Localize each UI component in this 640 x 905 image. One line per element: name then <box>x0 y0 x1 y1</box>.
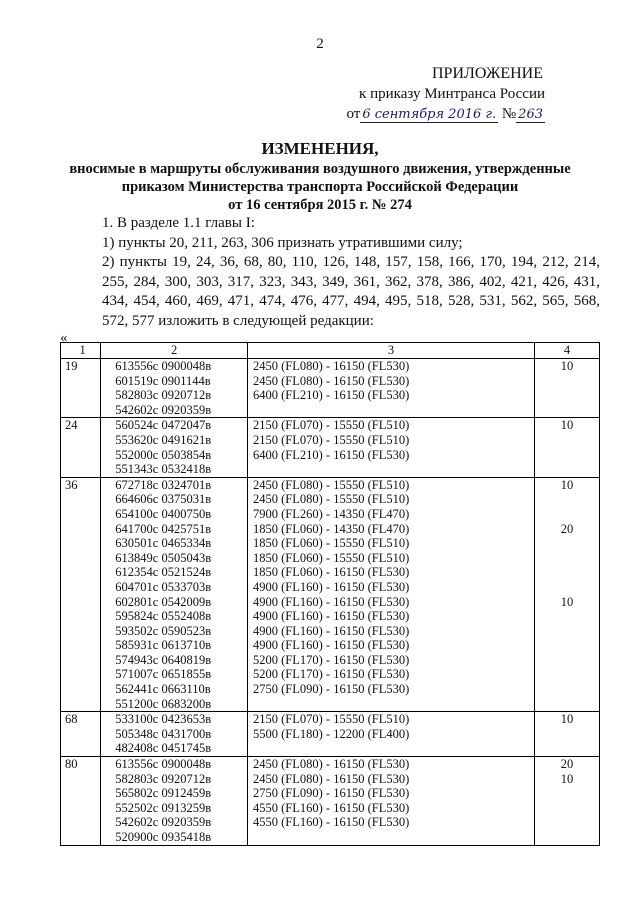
route-number-cell: 80 <box>61 757 101 846</box>
route-point-line: 571007с 0651855в <box>115 667 212 682</box>
flight-level-line: 1850 (FL060) - 14350 (FL470) <box>253 521 410 536</box>
width-value-cell <box>535 359 600 418</box>
route-number-cell: 68 <box>61 712 101 757</box>
clause-1: 1) пункты 20, 211, 263, 306 признать утратившими силу; <box>102 234 463 251</box>
width-value-line <box>535 374 599 389</box>
width-value-line <box>535 815 599 830</box>
width-value-line: 10 <box>560 594 574 609</box>
table-row <box>61 477 600 712</box>
table-body <box>61 359 600 846</box>
width-value-line <box>535 830 599 845</box>
table-row <box>61 418 600 477</box>
flight-level-line: 1850 (FL060) - 16150 (FL530) <box>253 565 410 580</box>
flight-level-line <box>253 830 534 845</box>
flight-level-line <box>253 741 534 756</box>
order-number-prefix: № <box>501 106 517 122</box>
route-point-line: 593502с 0590523в <box>115 623 212 638</box>
width-value-line <box>535 433 599 448</box>
route-point-line: 595824с 0552408в <box>115 609 212 624</box>
width-value-line <box>535 448 599 463</box>
route-point-line: 574943с 0640819в <box>115 652 212 667</box>
flight-level-line <box>253 403 534 418</box>
width-value-line <box>535 624 599 639</box>
table-row <box>61 757 600 846</box>
route-point-line: 664606с 0375031в <box>115 492 212 507</box>
route-point-cell <box>101 359 248 418</box>
appendix-subtitle: к приказу Минтранса России <box>359 86 545 102</box>
route-point-cell <box>101 757 248 846</box>
route-point-line: 565802с 0912459в <box>115 786 212 801</box>
table-row <box>61 712 600 757</box>
flight-level-line: 4900 (FL160) - 16150 (FL530) <box>253 594 410 609</box>
width-value-cell <box>535 757 600 846</box>
width-value-line <box>535 697 599 712</box>
flight-level-line: 2750 (FL090) - 16150 (FL530) <box>253 682 410 697</box>
width-value-line <box>535 653 599 668</box>
width-value-line <box>535 565 599 580</box>
routes-table <box>60 342 600 846</box>
column-header-4: 4 <box>535 343 600 359</box>
flight-level-line: 2150 (FL070) - 15550 (FL510) <box>253 432 410 447</box>
width-value-line <box>535 786 599 801</box>
heading-line-3: от 16 сентября 2015 г. № 274 <box>228 197 412 213</box>
flight-level-line: 2450 (FL080) - 15550 (FL510) <box>253 477 410 492</box>
route-point-line: 604701с 0533703в <box>115 579 212 594</box>
section-clause: 1. В разделе 1.1 главы I: <box>102 215 255 231</box>
width-value-line <box>535 727 599 742</box>
heading-line-1: вносимые в маршруты обслуживания воздушного движения, утвержденные <box>69 161 571 177</box>
flight-level-line: 2750 (FL090) - 16150 (FL530) <box>253 786 410 801</box>
route-point-cell <box>101 418 248 477</box>
width-value-line <box>535 741 599 756</box>
width-value-line: 20 <box>560 521 574 536</box>
flight-level-line: 2450 (FL080) - 15550 (FL510) <box>253 492 410 507</box>
flight-level-line: 6400 (FL210) - 16150 (FL530) <box>253 388 410 403</box>
route-point-line: 613556с 0900048в <box>115 757 212 772</box>
column-header-1: 1 <box>61 343 101 359</box>
route-point-line: 602801с 0542009в <box>115 594 212 609</box>
flight-level-line: 4900 (FL160) - 16150 (FL530) <box>253 579 410 594</box>
route-point-line: 582803с 0920712в <box>115 388 212 403</box>
flight-level-cell <box>248 418 535 477</box>
route-point-line: 630501с 0465334в <box>115 536 212 551</box>
heading-title: ИЗМЕНЕНИЯ, <box>261 139 379 158</box>
route-point-line: 562441с 0663110в <box>115 682 211 697</box>
width-value-line <box>535 682 599 697</box>
width-value-line <box>535 801 599 816</box>
flight-level-line: 2150 (FL070) - 15550 (FL510) <box>253 418 410 433</box>
flight-level-cell <box>248 359 535 418</box>
order-prefix: от <box>346 106 361 122</box>
table-row <box>61 359 600 418</box>
flight-level-line: 1850 (FL060) - 15550 (FL510) <box>253 550 410 565</box>
route-point-line: 613556с 0900048в <box>115 359 212 373</box>
route-point-line: 641700с 0425751в <box>115 521 212 536</box>
column-header-3: 3 <box>248 343 535 359</box>
width-value-line <box>535 388 599 403</box>
width-value-line <box>535 551 599 566</box>
route-point-line: 552502с 0913259в <box>115 800 212 815</box>
route-point-line: 551343с 0532418в <box>115 462 212 477</box>
route-point-line: 542602с 0920359в <box>115 402 212 417</box>
heading-line-2: приказом Министерства транспорта Российской Федерации <box>121 179 519 195</box>
flight-level-line: 4550 (FL160) - 16150 (FL530) <box>253 800 410 815</box>
flight-level-line: 1850 (FL060) - 15550 (FL510) <box>253 536 410 551</box>
width-value-line <box>535 403 599 418</box>
route-point-line: 654100с 0400750в <box>115 506 212 521</box>
flight-level-line: 2450 (FL080) - 16150 (FL530) <box>253 373 410 388</box>
appendix-block <box>346 64 545 125</box>
flight-level-line: 4900 (FL160) - 16150 (FL530) <box>253 609 410 624</box>
route-point-cell <box>101 477 248 712</box>
route-point-line: 520900с 0935418в <box>115 830 212 844</box>
flight-level-line: 7900 (FL260) - 14350 (FL470) <box>253 506 410 521</box>
route-point-line: 552000с 0503854в <box>115 447 212 462</box>
flight-level-line: 2150 (FL070) - 15550 (FL510) <box>253 712 410 727</box>
document-heading <box>40 138 600 214</box>
flight-level-line <box>253 697 534 712</box>
route-point-line: 612354с 0521524в <box>115 565 212 580</box>
table-header-row <box>61 343 600 359</box>
order-date-handwritten: 6 сентября 2016 г. <box>362 107 497 122</box>
flight-level-line: 5200 (FL170) - 16150 (FL530) <box>253 667 410 682</box>
width-value-line <box>535 580 599 595</box>
width-value-line: 10 <box>560 712 574 727</box>
route-point-line: 672718с 0324701в <box>115 477 212 492</box>
width-value-cell <box>535 712 600 757</box>
route-point-line: 482408с 0451745в <box>115 741 212 756</box>
flight-level-cell <box>248 477 535 712</box>
route-point-line: 551200с 0683200в <box>115 696 212 711</box>
flight-level-line: 2450 (FL080) - 16150 (FL530) <box>253 359 410 373</box>
flight-level-line: 5500 (FL180) - 12200 (FL400) <box>253 726 410 741</box>
flight-level-line: 4550 (FL160) - 16150 (FL530) <box>253 815 410 830</box>
page-number: 2 <box>316 36 324 52</box>
route-point-cell <box>101 712 248 757</box>
width-value-line: 10 <box>560 771 574 786</box>
order-number-handwritten: 263 <box>518 107 543 122</box>
width-value-line: 20 <box>560 757 574 772</box>
flight-level-line <box>253 462 534 477</box>
width-value-line <box>535 536 599 551</box>
route-point-line: 542602с 0920359в <box>115 815 212 830</box>
width-value-line <box>535 667 599 682</box>
route-point-line: 585931с 0613710в <box>115 638 212 653</box>
route-point-line: 553620с 0491621в <box>115 432 212 447</box>
route-point-line: 601519с 0901144в <box>115 373 211 388</box>
route-point-line: 582803с 0920712в <box>115 771 212 786</box>
route-point-line: 613849с 0505043в <box>115 550 212 565</box>
route-point-line: 560524с 0472047в <box>115 418 212 433</box>
flight-level-cell <box>248 757 535 846</box>
flight-level-line: 4900 (FL160) - 16150 (FL530) <box>253 638 410 653</box>
width-value-line <box>535 507 599 522</box>
width-value-line <box>535 609 599 624</box>
route-point-line: 505348с 0431700в <box>115 726 212 741</box>
opening-quote-mark: « <box>60 330 68 346</box>
flight-level-line: 2450 (FL080) - 16150 (FL530) <box>253 771 410 786</box>
route-number-cell: 36 <box>61 477 101 712</box>
flight-level-cell <box>248 712 535 757</box>
flight-level-line: 5200 (FL170) - 16150 (FL530) <box>253 652 410 667</box>
flight-level-line: 6400 (FL210) - 16150 (FL530) <box>253 447 410 462</box>
body-text <box>60 214 600 331</box>
route-number-cell: 24 <box>61 418 101 477</box>
width-value-cell <box>535 477 600 712</box>
clause-2: 2) пункты 19, 24, 36, 68, 80, 110, 126, 148, 157, 158, 166, 170, 194, 212, 214, 255, 284, 300, 303, 317, 323, 343, 349, 361, 362, 378, 386, 402, 421, 426, 431, 434, 454, 460, 469, 471, 474, 476, 477, 494, 495, 518, 528, 531, 562, 565, 568, 572, 577 изложить в следующей редакции: <box>102 254 600 329</box>
route-number-cell: 19 <box>61 359 101 418</box>
appendix-title: ПРИЛОЖЕНИЕ <box>431 65 543 82</box>
order-reference <box>346 104 545 125</box>
width-value-line: 10 <box>560 477 574 492</box>
width-value-line <box>535 492 599 507</box>
flight-level-line: 2450 (FL080) - 16150 (FL530) <box>253 757 410 772</box>
width-value-line <box>535 638 599 653</box>
flight-level-line: 4900 (FL160) - 16150 (FL530) <box>253 623 410 638</box>
width-value-line: 10 <box>560 418 574 433</box>
route-point-line: 533100с 0423653в <box>115 712 212 727</box>
width-value-line <box>535 462 599 477</box>
column-header-2: 2 <box>101 343 248 359</box>
width-value-cell <box>535 418 600 477</box>
width-value-line: 10 <box>560 359 574 373</box>
